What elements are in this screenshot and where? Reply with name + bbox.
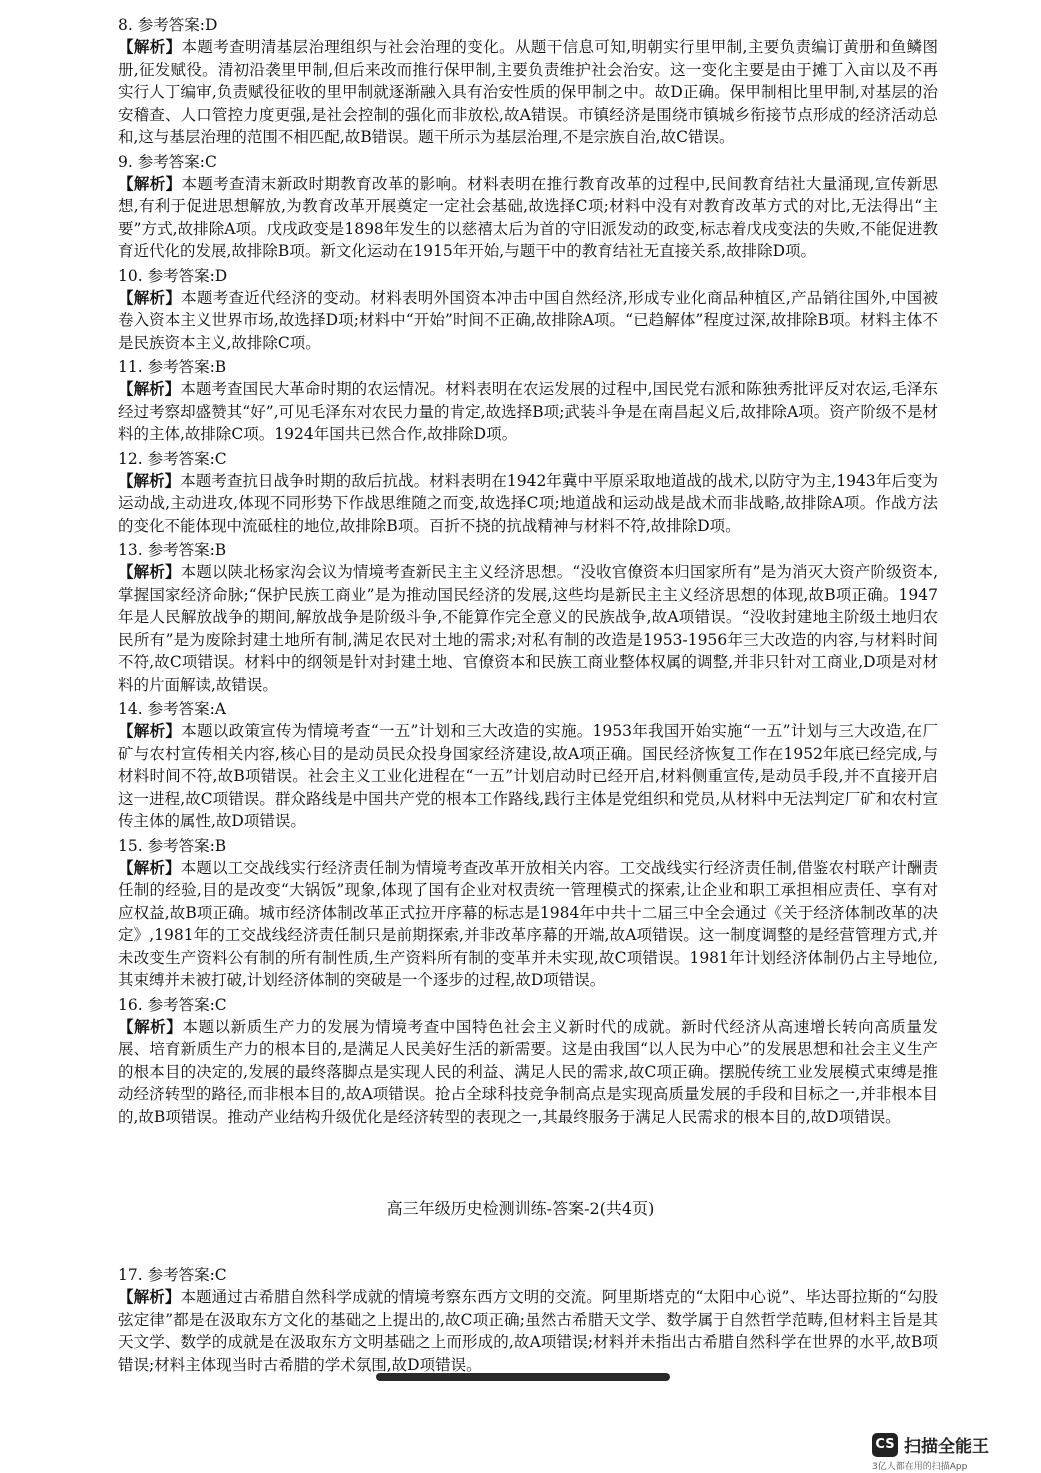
question-block — [118, 994, 938, 1129]
explanation — [118, 173, 938, 263]
answer-line: 13. 参考答案:B — [118, 541, 227, 559]
explanation — [118, 378, 938, 446]
app-tagline: 3亿人都在用的扫描App — [872, 1462, 968, 1472]
explanation-tag: 【解析】 — [118, 37, 182, 56]
answer-line: 15. 参考答案:B — [118, 836, 227, 855]
question-block — [118, 14, 938, 149]
question-block — [118, 151, 938, 263]
scroll-indicator[interactable] — [376, 1373, 670, 1381]
answer-line: 16. 参考答案:C — [118, 995, 227, 1014]
explanation-tag: 【解析】 — [118, 379, 181, 398]
explanation — [118, 470, 938, 538]
explanation-text: 本题考查清末新政时期教育改革的影响。材料表明在推行教育改革的过程中,民间教育结社大量涌现,宣传新思想,有利于促进思想解放,为教育改革开展奠定一定社会基础,故选择C项;材料中没有对教育改革方式的对比,无法得出“主要”方式,故排除A项。戊戌政变是1898年发生的以慈禧太后为首的守旧派发动的政变,标志着戊戌变法的失败,不能促进教育近代化的发展,故排除B项。新文化运动在1915年开始,与题干中的教育结社无直接关系,故排除D项。 — [118, 174, 938, 260]
explanation — [118, 36, 938, 149]
answer-line: 17. 参考答案:C — [118, 1266, 227, 1284]
answer-sheet-page — [118, 14, 938, 1130]
explanation-tag: 【解析】 — [118, 173, 182, 193]
answer-line: 14. 参考答案:A — [118, 700, 226, 718]
answer-line: 8. 参考答案:D — [118, 16, 218, 34]
explanation-text: 本题考查明清基层治理组织与社会治理的变化。从题干信息可知,明朝实行里甲制,主要负责编订黄册和鱼鳞图册,征发赋役。清初沿袭里甲制,但后来改而推行保甲制,主要负责维护社会治安。这一变化主要是由于摊丁入亩以及不再实行人丁编审,负责赋役征收的里甲制就逐渐融入具有治安性质的保甲制之中。故D正确。保甲制相比里甲制,对基层的治安稽查、人口管控力度更强,是社会控制的强化而非放松,故A错误。市镇经济是围绕市镇城乡衔接节点形成的经济活动总和,这与基层治理的范围不相匹配,故B错误。题干所示为基层治理,不是宗族自治,故C错误。 — [118, 38, 938, 146]
explanation-tag: 【解析】 — [118, 470, 181, 490]
explanation-text: 本题考查近代经济的变动。材料表明外国资本冲击中国自然经济,形成专业化商品种植区,产品销往国外,中国被卷入资本主义世界市场,故选择D项;材料中“开始”时间不正确,故排除A项。“已趋解体”程度过深,故排除B项。材料主体不是民族资本主义,故排除C项。 — [118, 288, 938, 352]
question-block — [118, 448, 938, 538]
explanation — [118, 1016, 938, 1129]
question-block — [118, 1264, 938, 1376]
explanation-tag: 【解析】 — [118, 1016, 183, 1036]
answer-line: 10. 参考答案:D — [118, 266, 228, 285]
explanation-text: 本题考查抗日战争时期的敌后抗战。材料表明在1942年冀中平原采取地道战的战术,以防守为主,1943年后变为运动战,主动进攻,体现不同形势下作战思维随之而变,故选择C项;地道战和运动战是战术而非战略,故排除A项。作战方法的变化不能体现中流砥柱的地位,故排除B项。百折不挠的抗战精神与材料不符,故排除D项。 — [118, 471, 938, 535]
explanation-tag: 【解析】 — [118, 287, 182, 307]
next-page-fragment — [118, 1264, 938, 1374]
explanation-text: 本题以陕北杨家沟会议为情境考查新民主主义经济思想。“没收官僚资本归国家所有”是为消灭大资产阶级资本,掌握国家经济命脉;“保护民族工商业”是为推动国民经济的发展,这些均是新民主主义经济思想的体现,故B项正确。1947年是人民解放战争的期间,解放战争是阶级斗争,不能算作完全意义的民族战争,故A项错误。“没收封建地主阶级土地归农民所有”是为废除封建土地所有制,满足农民对土地的需求;对私有制的改造是1953-1956年三大改造的内容,与材料时间不符,故C项错误。材料中的纲领是针对封建土地、官僚资本和民族工商业整体权属的调整,并非只针对工商业,D项是对材料的片面解读,故错误。 — [118, 563, 938, 694]
explanation — [118, 287, 938, 355]
explanation-text: 本题通过古希腊自然科学成就的情境考察东西方文明的交流。阿里斯塔克的“太阳中心说”、毕达哥拉斯的“勾股弦定律”都是在汲取东方文化的基础之上提出的,故C项正确;虽然古希腊天文学、数学属于自然哲学范畴,但材料主旨是其天文学、数学的成就是在汲取东方文明基础之上而形成的,故A项错误;材料并未指出古希腊自然科学在世界的水平,故B项错误;材料主体现当时古希腊的学术氛围,故D项错误。 — [118, 1288, 938, 1374]
explanation — [118, 857, 938, 992]
question-block — [118, 539, 938, 696]
explanation — [118, 1286, 938, 1376]
explanation-tag: 【解析】 — [118, 1287, 181, 1306]
question-block — [118, 698, 938, 833]
explanation-text: 本题考查国民大革命时期的农运情况。材料表明在农运发展的过程中,国民党右派和陈独秀批评反对农运,毛泽东经过考察却盛赞其“好”,可见毛泽东对农民力量的肯定,故选择B项;武装斗争是在南昌起义后,故排除A项。资产阶级不是材料的主体,故排除C项。1924年国共已然合作,故排除D项。 — [118, 380, 938, 443]
explanation — [118, 561, 938, 696]
question-block — [118, 835, 938, 992]
explanation-text: 本题以新质生产力的发展为情境考查中国特色社会主义新时代的成就。新时代经济从高速增长转向高质量发展、培育新质生产力的根本目的,是满足人民美好生活的新需要。这是由我国“以人民为中心”的发展思想和社会主义生产的根本目的决定的,发展的最终落脚点是实现人民的利益、满足人民的需求,故C项正确。摆脱传统工业发展模式束缚是推动经济转型的路径,而非根本目的,故A项错误。抢占全球科技竞争制高点是实现高质量发展的手段和目标之一,并非根本目的,故B项错误。推动产业结构升级优化是经济转型的表现之一,其最终服务于满足人民需求的根本目的,故D项错误。 — [118, 1017, 938, 1126]
page-footer-title: 高三年级历史检测训练-答案-2(共4页) — [386, 1199, 655, 1218]
explanation — [118, 720, 938, 833]
answer-line: 11. 参考答案:B — [118, 358, 227, 376]
answer-line: 12. 参考答案:C — [118, 449, 227, 468]
app-name: 扫描全能王 — [904, 1437, 989, 1457]
explanation-tag: 【解析】 — [118, 562, 181, 581]
app-watermark — [872, 1432, 989, 1457]
question-block — [118, 356, 938, 446]
explanation-tag: 【解析】 — [118, 721, 182, 740]
camscanner-logo-icon: CS — [872, 1433, 898, 1457]
explanation-text: 本题以政策宣传为情境考查“一五”计划和三大改造的实施。1953年我国开始实施“一五”计划与三大改造,在厂矿与农村宣传相关内容,核心目的是动员民众投身国家经济建设,故A项正确。国民经济恢复工作在1952年底已经完成,与材料时间不符,故B项错误。社会主义工业化进程在“一五”计划启动时已经开启,材料侧重宣传,是动员手段,并不直接开启这一进程,故C项错误。群众路线是中国共产党的根本工作路线,践行主体是党组织和党员,从材料中无法判定厂矿和农村宣传主体的属性,故D项错误。 — [118, 722, 938, 830]
explanation-tag: 【解析】 — [118, 857, 181, 877]
question-block — [118, 265, 938, 355]
explanation-text: 本题以工交战线实行经济责任制为情境考查改革开放相关内容。工交战线实行经济责任制,借鉴农村联产计酬责任制的经验,目的是改变“大锅饭”现象,体现了国有企业对权责统一管理模式的探索,让企业和职工承担相应责任、享有对应权益,故B项正确。城市经济体制改革正式拉开序幕的标志是1984年中共十二届三中全会通过《关于经济体制改革的决定》,1981年的工交战线经济责任制只是前期探索,并非改革序幕的开端,故A项错误。这一制度调整的是经营管理方式,并未改变生产资料公有制的所有制性质,生产资料所有制的变革并未实现,故C项错误。1981年计划经济体制仍占主导地位,其束缚并未被打破,计划经济体制的突破是一个逐步的过程,故D项错误。 — [118, 858, 938, 989]
answer-line: 9. 参考答案:C — [118, 152, 217, 171]
